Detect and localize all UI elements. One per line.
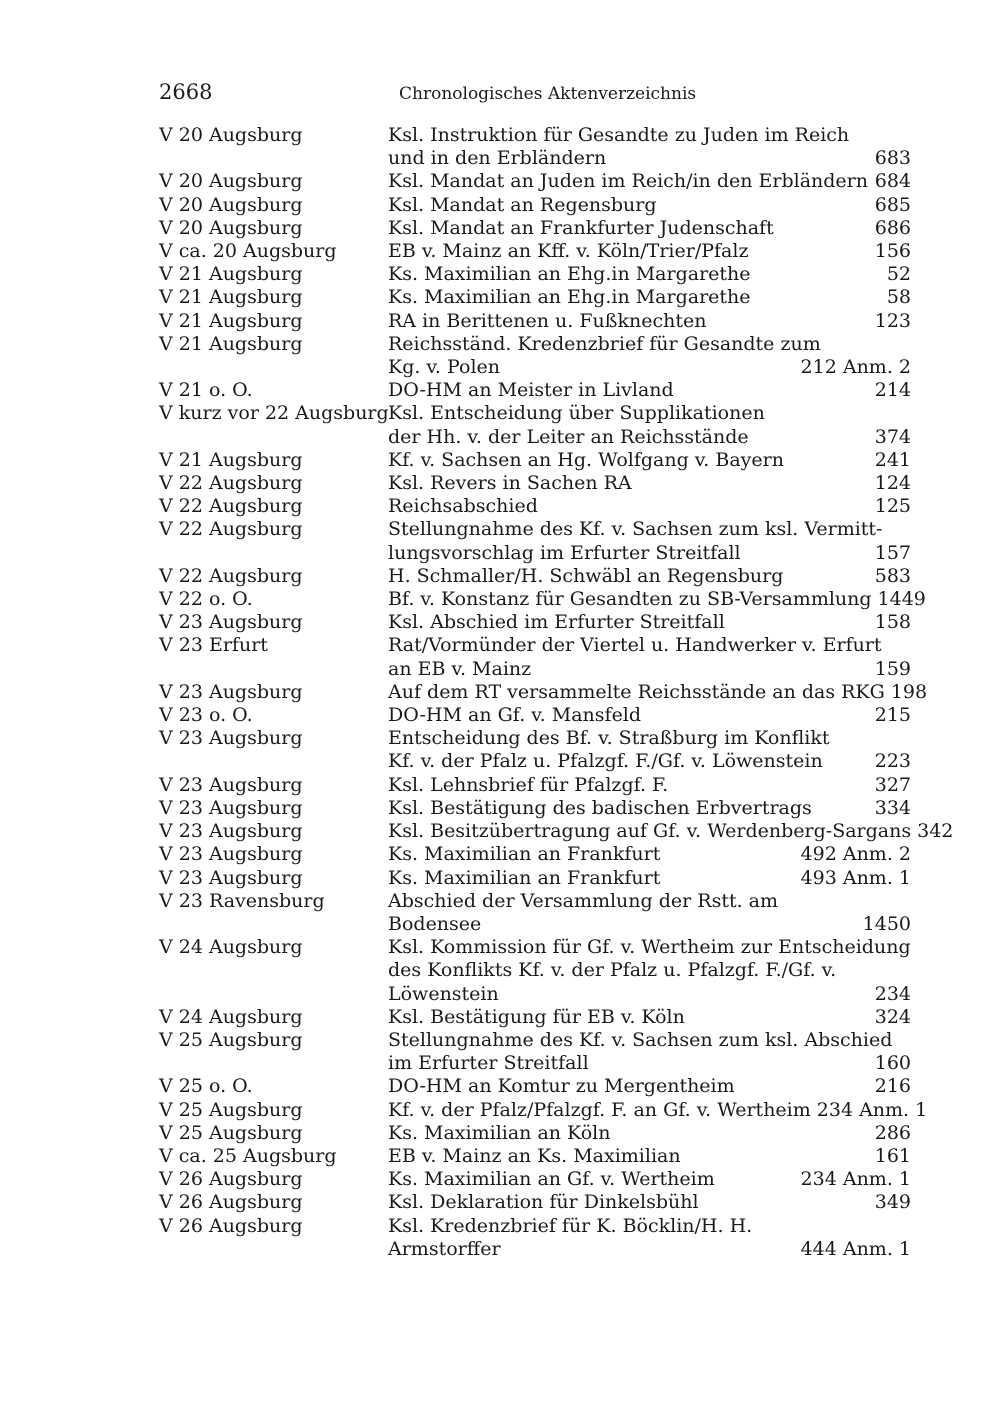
entry-date: V 24 Augsburg bbox=[159, 1005, 303, 1028]
entry-date: V 23 Augsburg bbox=[159, 773, 303, 796]
entry-row bbox=[159, 867, 911, 890]
entry-date: V 21 Augsburg bbox=[159, 263, 303, 286]
entry-description-line bbox=[388, 263, 911, 286]
entry-description bbox=[388, 1215, 911, 1261]
entry-description-line bbox=[388, 402, 911, 425]
entry-row bbox=[159, 194, 911, 217]
entry-description-line bbox=[388, 1075, 911, 1098]
entry-row bbox=[159, 634, 911, 680]
entry-description-line bbox=[388, 472, 911, 495]
entry-page-reference: 349 bbox=[874, 1191, 911, 1214]
entry-description-text: Ksl. Deklaration für Dinkelsbühl bbox=[388, 1191, 699, 1214]
entry-page-reference: 159 bbox=[874, 657, 911, 680]
entry-description-line bbox=[388, 1168, 911, 1191]
entry-date: V ca. 20 Augsburg bbox=[159, 240, 337, 263]
entry-description-text: Ksl. Instruktion für Gesandte zu Juden im Reich bbox=[388, 124, 850, 146]
entry-description-text: und in den Erbländern bbox=[388, 147, 607, 170]
entry-description-line bbox=[388, 681, 927, 704]
entry-date: V 23 Augsburg bbox=[159, 727, 303, 750]
entry-description-text: Reichsständ. Kredenzbrief für Gesandte zum bbox=[388, 332, 821, 355]
entry-page-reference: 234 Anm. 1 bbox=[816, 1098, 928, 1121]
entry-description-line bbox=[388, 704, 911, 727]
entry-description-line bbox=[388, 426, 911, 449]
entry-page-reference: 161 bbox=[874, 1144, 911, 1167]
entry-date: V 21 Augsburg bbox=[159, 309, 303, 332]
entry-description-line bbox=[388, 843, 911, 866]
entry-row bbox=[159, 727, 911, 773]
entry-page-reference: 58 bbox=[886, 286, 911, 309]
entry-page-reference: 686 bbox=[874, 216, 911, 239]
entry-row bbox=[159, 774, 911, 797]
entry-description-line bbox=[388, 727, 911, 750]
entry-description-text: Ksl. Kommission für Gf. v. Wertheim zur Entscheidung bbox=[388, 936, 911, 959]
entry-description-text: Ksl. Lehnsbrief für Pfalzgf. F. bbox=[388, 773, 669, 796]
entry-description-line bbox=[388, 750, 911, 773]
entry-date: V 23 Erfurt bbox=[159, 634, 268, 657]
page-number: 2668 bbox=[159, 80, 213, 104]
entry-description-line bbox=[388, 1238, 911, 1261]
entry-description bbox=[388, 1075, 911, 1098]
entry-description-text: Ks. Maximilian an Köln bbox=[388, 1121, 611, 1144]
entry-date: V 21 Augsburg bbox=[159, 448, 303, 471]
entry-description-line bbox=[388, 1122, 911, 1145]
entry-row bbox=[159, 170, 911, 193]
entry-page-reference: 52 bbox=[886, 263, 911, 286]
entry-description-text: Abschied der Versammlung der Rstt. am bbox=[388, 889, 779, 912]
entry-description-text: Entscheidung des Bf. v. Straßburg im Konflikt bbox=[388, 727, 830, 750]
entry-row bbox=[159, 843, 911, 866]
entry-description bbox=[388, 194, 911, 217]
entry-description bbox=[388, 867, 911, 890]
entry-date: V 23 Augsburg bbox=[159, 843, 303, 866]
entry-description-text: Ksl. Mandat an Juden im Reich/in den Erbländern bbox=[388, 170, 868, 193]
entry-description-line bbox=[388, 890, 911, 913]
entry-description-text: Rat/Vormünder der Viertel u. Handwerker v. Erfurt bbox=[388, 634, 882, 657]
entry-row bbox=[159, 1168, 911, 1191]
entry-page-reference: 234 bbox=[874, 982, 911, 1005]
entry-page-reference: 334 bbox=[874, 796, 911, 819]
entry-description-line bbox=[388, 797, 911, 820]
entry-description-line bbox=[388, 240, 911, 263]
entry-row bbox=[159, 611, 911, 634]
entry-description bbox=[388, 565, 911, 588]
entry-page-reference: 124 bbox=[874, 472, 911, 495]
entry-description-line bbox=[388, 959, 911, 982]
entry-date: V 23 Augsburg bbox=[159, 680, 303, 703]
entry-date: V 26 Augsburg bbox=[159, 1214, 303, 1237]
entry-description bbox=[388, 634, 911, 680]
entry-date: V 23 Augsburg bbox=[159, 866, 303, 889]
entry-row bbox=[159, 240, 911, 263]
entry-description-text: Reichsabschied bbox=[388, 495, 538, 518]
entry-description-line bbox=[388, 310, 911, 333]
entry-description bbox=[388, 1168, 911, 1191]
entry-row bbox=[159, 1215, 911, 1261]
entry-description bbox=[388, 843, 911, 866]
entry-date: V 24 Augsburg bbox=[159, 936, 303, 959]
entry-page-reference: 374 bbox=[874, 425, 911, 448]
entry-row bbox=[159, 820, 954, 843]
entry-description-text: Stellungnahme des Kf. v. Sachsen zum ksl. Abschied bbox=[388, 1028, 893, 1051]
entry-description-line bbox=[388, 217, 911, 240]
entry-description bbox=[388, 1145, 911, 1168]
entry-row bbox=[159, 890, 911, 936]
entry-page-reference: 1450 bbox=[862, 912, 911, 935]
entry-page-reference: 158 bbox=[874, 611, 911, 634]
entry-description-text: im Erfurter Streitfall bbox=[388, 1052, 589, 1075]
entry-description-line bbox=[388, 658, 911, 681]
entry-page-reference: 157 bbox=[874, 541, 911, 564]
entry-description-text: Ksl. Bestätigung des badischen Erbvertrags bbox=[388, 796, 812, 819]
entry-description-line bbox=[388, 1145, 911, 1168]
entry-description-line bbox=[388, 518, 911, 541]
entry-date: V kurz vor 22 Augsburg bbox=[159, 402, 389, 425]
entry-page-reference: 492 Anm. 2 bbox=[800, 843, 911, 866]
entry-description bbox=[388, 286, 911, 309]
entry-page-reference: 125 bbox=[874, 495, 911, 518]
entry-description bbox=[388, 611, 911, 634]
entry-description-line bbox=[388, 913, 911, 936]
entry-row bbox=[159, 1191, 911, 1214]
entry-description-text: lungsvorschlag im Erfurter Streitfall bbox=[388, 541, 741, 564]
entry-description bbox=[388, 240, 911, 263]
entry-description-line bbox=[388, 356, 911, 379]
entry-date: V 23 Augsburg bbox=[159, 796, 303, 819]
entry-description bbox=[388, 495, 911, 518]
entry-row bbox=[159, 518, 911, 564]
entry-description-text: Kf. v. der Pfalz/Pfalzgf. F. an Gf. v. Wertheim bbox=[388, 1098, 811, 1121]
entry-description-line bbox=[388, 588, 926, 611]
entry-description-text: Ksl. Mandat an Regensburg bbox=[388, 193, 657, 216]
entry-date: V 23 Augsburg bbox=[159, 611, 303, 634]
entry-description-text: an EB v. Mainz bbox=[388, 657, 532, 680]
entry-date: V 22 Augsburg bbox=[159, 564, 303, 587]
entry-description-text: Ksl. Abschied im Erfurter Streitfall bbox=[388, 611, 725, 634]
entry-description-line bbox=[388, 1029, 911, 1052]
entry-row bbox=[159, 310, 911, 333]
entry-description-text: der Hh. v. der Leiter an Reichsstände bbox=[388, 425, 749, 448]
entry-description-line bbox=[388, 147, 911, 170]
entry-description-line bbox=[388, 286, 911, 309]
entry-description-text: Ks. Maximilian an Gf. v. Wertheim bbox=[388, 1168, 715, 1191]
entry-description bbox=[388, 936, 911, 1006]
entry-date: V 23 o. O. bbox=[159, 704, 253, 727]
entry-description-text: Ksl. Mandat an Frankfurter Judenschaft bbox=[388, 216, 774, 239]
entry-row bbox=[159, 565, 911, 588]
entry-page-reference: 160 bbox=[874, 1052, 911, 1075]
entry-date: V 26 Augsburg bbox=[159, 1191, 303, 1214]
entry-row bbox=[159, 379, 911, 402]
entry-description bbox=[388, 310, 911, 333]
entry-page-reference: 493 Anm. 1 bbox=[800, 866, 911, 889]
entry-date: V 21 Augsburg bbox=[159, 332, 303, 355]
entry-description-text: Ksl. Revers in Sachen RA bbox=[388, 472, 632, 495]
entry-description bbox=[388, 681, 927, 704]
entry-page-reference: 342 bbox=[917, 820, 954, 843]
entry-page-reference: 212 Anm. 2 bbox=[800, 356, 911, 379]
entry-description-text: Ks. Maximilian an Ehg.in Margarethe bbox=[388, 263, 751, 286]
entry-date: V 20 Augsburg bbox=[159, 124, 303, 146]
entry-description bbox=[388, 170, 911, 193]
entry-page-reference: 683 bbox=[874, 147, 911, 170]
entry-description bbox=[388, 217, 911, 240]
entry-description-text: DO-HM an Meister in Livland bbox=[388, 379, 674, 402]
entry-description bbox=[388, 1006, 911, 1029]
entry-row bbox=[159, 704, 911, 727]
entry-date: V 23 Augsburg bbox=[159, 820, 303, 843]
entry-row bbox=[159, 1075, 911, 1098]
entry-page-reference: 215 bbox=[874, 704, 911, 727]
entry-description bbox=[388, 472, 911, 495]
entry-description-line bbox=[388, 565, 911, 588]
entry-row bbox=[159, 588, 926, 611]
entry-date: V 22 Augsburg bbox=[159, 518, 303, 541]
entry-row bbox=[159, 402, 911, 448]
entry-description bbox=[388, 890, 911, 936]
entry-description-line bbox=[388, 634, 911, 657]
entry-description-text: DO-HM an Gf. v. Mansfeld bbox=[388, 704, 642, 727]
entry-page-reference: 1449 bbox=[877, 588, 926, 611]
entry-description-line bbox=[388, 333, 911, 356]
entry-description bbox=[388, 379, 911, 402]
entry-page-reference: 216 bbox=[874, 1075, 911, 1098]
entry-description bbox=[388, 449, 911, 472]
entry-description-line bbox=[388, 774, 911, 797]
entry-description bbox=[388, 333, 911, 379]
running-title: Chronologisches Aktenverzeichnis bbox=[399, 84, 697, 104]
entry-row bbox=[159, 286, 911, 309]
entry-description bbox=[388, 1191, 911, 1214]
entry-page-reference: 327 bbox=[874, 773, 911, 796]
entry-description-line bbox=[388, 611, 911, 634]
entry-row bbox=[159, 495, 911, 518]
entry-description-line bbox=[388, 936, 911, 959]
entry-description-text: Ksl. Entscheidung über Supplikationen bbox=[388, 402, 765, 425]
entry-description-text: Ks. Maximilian an Frankfurt bbox=[388, 866, 661, 889]
entry-description-line bbox=[388, 1052, 911, 1075]
entry-date: V 25 Augsburg bbox=[159, 1028, 303, 1051]
entry-row bbox=[159, 1029, 911, 1075]
entry-description-text: Armstorffer bbox=[388, 1237, 501, 1260]
entry-description bbox=[388, 263, 911, 286]
entry-description-text: Ks. Maximilian an Frankfurt bbox=[388, 843, 661, 866]
entry-date: V 22 Augsburg bbox=[159, 472, 303, 495]
entry-date: V 20 Augsburg bbox=[159, 170, 303, 193]
entry-description-line bbox=[388, 1099, 927, 1122]
entry-description-line bbox=[388, 1006, 911, 1029]
entry-row bbox=[159, 797, 911, 820]
entry-description-text: H. Schmaller/H. Schwäbl an Regensburg bbox=[388, 564, 784, 587]
entry-description-text: EB v. Mainz an Ks. Maximilian bbox=[388, 1144, 681, 1167]
entry-description-text: Bodensee bbox=[388, 912, 482, 935]
entry-row bbox=[159, 472, 911, 495]
entry-date: V 23 Ravensburg bbox=[159, 889, 325, 912]
entry-description-text: Kf. v. Sachsen an Hg. Wolfgang v. Bayern bbox=[388, 448, 784, 471]
entry-page-reference: 324 bbox=[874, 1005, 911, 1028]
entry-row bbox=[159, 1006, 911, 1029]
entry-description-line bbox=[388, 379, 911, 402]
page-header bbox=[159, 78, 911, 108]
entry-description bbox=[388, 518, 911, 564]
entry-description-text: Kg. v. Polen bbox=[388, 356, 501, 379]
entry-description-text: Ksl. Kredenzbrief für K. Böcklin/H. H. bbox=[388, 1214, 753, 1237]
entry-description-text: Stellungnahme des Kf. v. Sachsen zum ksl. Vermitt- bbox=[388, 518, 883, 541]
entry-description bbox=[388, 820, 953, 843]
entry-description-line bbox=[388, 1215, 911, 1238]
entry-row bbox=[159, 1145, 911, 1168]
entry-row bbox=[159, 263, 911, 286]
entry-page-reference: 198 bbox=[890, 680, 928, 703]
entry-description-text: DO-HM an Komtur zu Mergentheim bbox=[388, 1075, 735, 1098]
entry-description bbox=[388, 402, 911, 448]
entry-description-line bbox=[388, 170, 911, 193]
entry-page-reference: 156 bbox=[874, 240, 911, 263]
entry-date: V 26 Augsburg bbox=[159, 1168, 303, 1191]
entry-description bbox=[388, 588, 926, 611]
entry-page-reference: 444 Anm. 1 bbox=[800, 1237, 911, 1260]
entry-description bbox=[388, 727, 911, 773]
entry-date: V 25 o. O. bbox=[159, 1075, 253, 1098]
entry-description-line bbox=[388, 867, 911, 890]
entry-row bbox=[159, 936, 911, 1006]
entry-description-text: Kf. v. der Pfalz u. Pfalzgf. F./Gf. v. Löwenstein bbox=[388, 750, 823, 773]
entry-date: V 22 o. O. bbox=[159, 588, 253, 611]
entry-row bbox=[159, 217, 911, 240]
entry-page-reference: 286 bbox=[874, 1121, 911, 1144]
entry-date: V 20 Augsburg bbox=[159, 216, 303, 239]
entry-description-line bbox=[388, 194, 911, 217]
entry-page-reference: 123 bbox=[874, 309, 911, 332]
entry-date: V 25 Augsburg bbox=[159, 1121, 303, 1144]
entry-page-reference: 241 bbox=[874, 448, 911, 471]
entry-page-reference: 234 Anm. 1 bbox=[800, 1168, 911, 1191]
entry-description-text: RA in Berittenen u. Fußknechten bbox=[388, 309, 707, 332]
entry-description-line bbox=[388, 495, 911, 518]
entry-page-reference: 223 bbox=[874, 750, 911, 773]
entry-description bbox=[388, 774, 911, 797]
entry-description bbox=[388, 1029, 911, 1075]
entry-description-line bbox=[388, 449, 911, 472]
entry-date: V 25 Augsburg bbox=[159, 1098, 303, 1121]
entry-page-reference: 583 bbox=[874, 564, 911, 587]
entry-page-reference: 214 bbox=[874, 379, 911, 402]
entry-description bbox=[388, 1099, 927, 1122]
entry-description-text: Ksl. Besitzübertragung auf Gf. v. Werdenberg-Sargans bbox=[388, 820, 912, 843]
chronological-entry-list bbox=[159, 124, 954, 1261]
entry-row bbox=[159, 333, 911, 379]
entry-description-text: Auf dem RT versammelte Reichsstände an das RKG bbox=[388, 680, 885, 703]
entry-description bbox=[388, 1122, 911, 1145]
entry-description bbox=[388, 797, 911, 820]
entry-date: V 21 Augsburg bbox=[159, 286, 303, 309]
entry-description-line bbox=[388, 124, 911, 147]
entry-description-text: EB v. Mainz an Kff. v. Köln/Trier/Pfalz bbox=[388, 240, 749, 263]
entry-description-text: des Konflikts Kf. v. der Pfalz u. Pfalzgf. F./Gf. v. bbox=[388, 959, 837, 982]
entry-description-text: Löwenstein bbox=[388, 982, 499, 1005]
entry-date: V 22 Augsburg bbox=[159, 495, 303, 518]
entry-description-line bbox=[388, 983, 911, 1006]
entry-row bbox=[159, 1122, 911, 1145]
entry-description-text: Bf. v. Konstanz für Gesandten zu SB-Versammlung bbox=[388, 588, 872, 611]
entry-description-text: Ksl. Bestätigung für EB v. Köln bbox=[388, 1005, 685, 1028]
entry-row bbox=[159, 124, 911, 170]
entry-description-line bbox=[388, 820, 953, 843]
entry-row bbox=[159, 1098, 928, 1122]
entry-date: V 21 o. O. bbox=[159, 379, 253, 402]
entry-description-line bbox=[388, 1191, 911, 1214]
entry-page-reference: 685 bbox=[874, 193, 911, 216]
entry-date: V 20 Augsburg bbox=[159, 193, 303, 216]
entry-description-text: Ks. Maximilian an Ehg.in Margarethe bbox=[388, 286, 751, 309]
entry-description bbox=[388, 124, 911, 170]
entry-description bbox=[388, 704, 911, 727]
entry-row bbox=[159, 449, 911, 472]
entry-description-line bbox=[388, 542, 911, 565]
entry-page-reference: 684 bbox=[874, 170, 911, 193]
entry-date: V ca. 25 Augsburg bbox=[159, 1144, 337, 1167]
entry-row bbox=[159, 680, 928, 704]
